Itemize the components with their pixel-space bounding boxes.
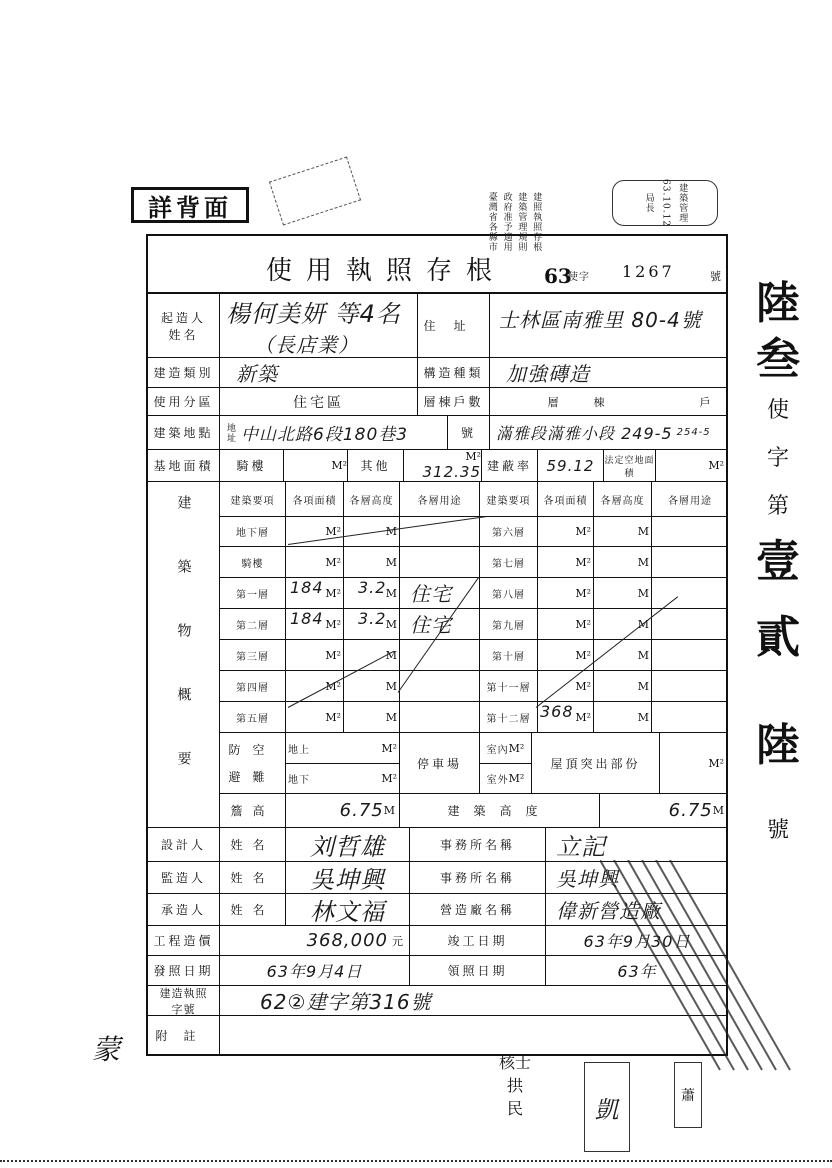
zone-row [148,388,726,416]
floor-height-unit: M [637,586,649,600]
floor2-area: 184 [290,609,324,628]
floor-use [400,671,480,701]
shelter-label-1: 防空 [228,743,277,757]
issue-label: 發照日期 [148,956,220,985]
coverage-value: 59.12 [546,456,595,475]
area-other-label: 其他 [348,450,404,481]
owner-label: 起造人姓名 [148,294,220,357]
site-label: 建築地點 [148,416,220,449]
floor-use [652,578,728,608]
floor-name: 騎樓 [220,547,286,577]
eaves-unit: M [383,804,395,817]
permit-no-prefix: 63 [544,264,572,288]
official-seal-stamp [269,156,361,225]
floor-area [286,640,344,670]
floor12-area: 368 [540,702,574,721]
parking-out-unit: M² [508,772,525,785]
floor-height [344,640,400,670]
zone-value: 住宅區 [293,394,344,411]
floor-area [286,702,344,732]
header-stamp-line: 63.10.12 [660,178,671,228]
category-value: 新築 [236,362,278,386]
permit-no-char: 使字 [568,272,590,283]
designer-name-cell [286,828,410,861]
site-lot-value-2: 254-5 [676,427,711,438]
site-lot-value: 滿雅段滿雅小段 249-5 [496,424,673,443]
floor-use [400,516,480,546]
shelter-values [286,733,400,793]
area-label: 基地面積 [148,450,220,481]
bottom-stamp-text: 凱 [594,1095,620,1124]
header-line: 臺灣省各縣市 [486,192,497,252]
floor-name: 第四層 [220,671,286,701]
site-row [148,416,726,450]
floor-row-right [480,609,728,640]
floor-height-unit: M [637,555,649,569]
form-title: 使用執照存根 [266,256,507,286]
col-header-area: 各項面積 [538,482,594,516]
category-label: 建造類別 [148,358,220,387]
issue-value: 63年9月4日 [266,962,363,981]
supervisor-name-cell [286,862,410,893]
roof-unit: M² [708,756,724,770]
floor-area-unit: M² [575,555,591,569]
supervisor-name-label: 姓名 [220,862,286,893]
site-value-cell [220,416,448,449]
bottom-border-line [0,1160,832,1162]
floor-use [652,516,728,546]
floor-height-unit: M [637,524,649,538]
floor-row-left [220,547,480,578]
owner-value-2: （長店業） [254,332,359,357]
right-margin-small-2: 字 [766,446,789,471]
floor-use [400,547,480,577]
col-header-height: 各層高度 [594,482,652,516]
zone-value-cell [220,388,418,415]
floor-area [286,516,344,546]
supervisor-office: 吳坤興 [556,867,619,891]
floor-area [538,671,594,701]
floor-height-unit: M [385,679,397,693]
owner-row [148,294,726,358]
designer-label: 設計人 [148,828,220,861]
bldg-height-value-cell [600,793,728,828]
designer-name: 刘哲雄 [310,833,385,861]
floor-height-unit: M [637,679,649,693]
area-arcade-label: 騎樓 [220,450,284,481]
floor-name: 第十一層 [480,671,538,701]
structure-value-cell [490,358,728,387]
receive-value: 63年 [617,962,657,981]
floor-height-unit: M [637,648,649,662]
area-other-value-cell [404,450,482,481]
parking-in-row [480,733,531,764]
floor-height-unit: M [385,710,397,724]
floor-area [538,516,594,546]
floor-area-unit: M² [325,524,341,538]
floor-height [594,702,652,732]
floor-area-unit: M² [325,555,341,569]
diagonal-stamp-overlay [600,860,800,1080]
designer-office-label: 事務所名稱 [410,828,546,861]
bottom-stamp-text: 蕭 [681,1088,695,1104]
eaves-row [220,793,728,828]
floor-area-unit: M² [575,586,591,600]
parking-label: 停車場 [400,733,480,793]
right-margin-big-2: 叁 [756,334,800,385]
open-space-value [656,450,728,481]
address-value: 士林區南雅里 80-4號 [498,308,702,332]
cost-value: 368,000 [306,930,388,951]
floor-row-left [220,671,480,702]
floor-area-unit: M² [575,710,591,724]
shelter-below: 地下 [288,775,310,786]
floor-area-unit: M² [575,617,591,631]
floor-row-left [220,516,480,547]
bottom-stamp-text: 核士 [498,1053,531,1072]
supervisor-office-label: 事務所名稱 [410,862,546,893]
floor-height-unit: M [385,617,397,631]
open-space-label: 法定空地面積 [604,450,656,481]
floor-area [538,547,594,577]
header-stamp-line: 局長 [643,193,654,213]
floor-height-unit: M [637,710,649,724]
parking-out: 室外 [486,775,509,786]
open-space-unit: M² [708,459,724,472]
floor-use [400,702,480,732]
structure-value: 加強磚造 [506,362,590,386]
area-arcade-value [284,450,348,481]
floor-height-unit: M [385,524,397,538]
right-margin-big-5: 陸 [756,720,800,771]
floor-row-left [220,640,480,671]
floor-use [652,702,728,732]
site-value: 中山北路6段180巷3 [241,425,409,445]
floor-area-unit: M² [575,648,591,662]
site-prefix: 地址 [225,422,235,443]
floor-area-unit: M² [325,617,341,631]
floor-use [652,547,728,577]
floor2-height: 3.2 [358,609,387,628]
col-header-item: 建築要項 [480,482,538,516]
shelter-above-row [286,733,399,764]
floor-area-unit: M² [325,648,341,662]
structure-label: 構造種類 [418,358,490,387]
floor-height [594,516,652,546]
floors-value-cell [490,388,728,415]
bldg-height-value: 6.75 [668,800,713,821]
floors-unit-building: 棟 [593,395,605,409]
col-header-use: 各層用途 [668,495,712,507]
designer-office-cell [546,828,728,861]
col-header-area: 各項面積 [286,482,344,516]
parking-out-row [480,764,531,793]
roof-label: 屋頂突出部份 [532,733,660,793]
floor-name: 第八層 [480,578,538,608]
category-value-cell [220,358,418,387]
right-margin-small-1: 使 [766,398,789,423]
shelter-label-cell [220,733,286,793]
floor-area [286,547,344,577]
floor-name: 第五層 [220,702,286,732]
area-other-unit: M² [465,450,481,463]
bottom-stamp-text: 拱 [506,1076,523,1095]
floor-height-unit: M [385,648,397,662]
floor-height [344,547,400,577]
contractor-firm-label: 營造廠名稱 [410,894,546,925]
owner-value: 楊何美妍 等4名 [226,299,401,328]
floor-name: 第九層 [480,609,538,639]
bottom-stamp-1 [498,1050,532,1119]
bottom-stamp-2 [584,1062,630,1152]
left-col-headers [220,482,480,517]
supervisor-name: 吳坤興 [310,866,385,894]
detail-back-stamp: 詳背面 [131,187,249,223]
left-margin-char: 蒙 [92,1033,121,1066]
floor-name: 第十層 [480,640,538,670]
contractor-name-label: 姓名 [220,894,286,925]
right-col-headers [480,482,728,517]
floor-height [344,516,400,546]
floor-name: 第十二層 [480,702,538,732]
area-row [148,450,726,482]
coverage-label: 建蔽率 [482,450,538,481]
shelter-above-unit: M² [381,741,397,755]
designer-name-label: 姓名 [220,828,286,861]
floor-row-left [220,702,480,733]
address-value-cell [490,294,728,357]
floor-name: 第六層 [480,516,538,546]
header-line: 建照執照存根 [531,192,542,252]
floor-area-unit: M² [575,524,591,538]
floor-use [652,640,728,670]
floor-row-right [480,516,728,547]
building-summary-text: 建築物概要 [175,494,192,815]
floor-height-unit: M [385,586,397,600]
floor-use [652,609,728,639]
parking-in: 室內 [486,744,509,756]
floor-height-unit: M [385,555,397,569]
cost-unit: 元 [392,934,403,948]
floor-area [538,640,594,670]
contractor-firm: 偉新營造廠 [556,899,661,923]
parking-in-unit: M² [508,741,525,755]
floor1-area: 184 [290,578,324,597]
right-margin-small-4: 號 [766,818,789,843]
note-label: 附註 [148,1016,220,1054]
floor-area-unit: M² [325,710,341,724]
header-line: 政府准予適用 [501,192,512,252]
bottom-stamp-text: 民 [506,1099,523,1118]
roof-value [660,733,728,793]
right-margin-big-3: 壹 [756,536,800,587]
col-header-height: 各層高度 [344,482,400,516]
owner-value-cell [220,294,418,357]
site-lot-label: 號 [448,416,490,449]
eaves-label: 簷高 [220,793,286,828]
floor-name: 第一層 [220,578,286,608]
floors-label: 層棟戶數 [418,388,490,415]
contractor-name: 林文福 [310,898,385,926]
right-margin-big-1: 陸 [756,278,800,329]
floor-name: 第七層 [480,547,538,577]
completion-label: 竣工日期 [410,926,546,955]
designer-row [148,828,726,862]
header-line: 建築管理規則 [516,192,527,252]
contractor-label: 承造人 [148,894,220,925]
floor-area [286,671,344,701]
category-row [148,358,726,388]
floor-row-right [480,671,728,702]
building-summary-label [148,482,220,827]
header-stamp-line: 建築管理 [677,183,688,223]
shelter-below-unit: M² [381,772,397,785]
floor-row-right [480,578,728,609]
cost-label: 工程造價 [148,926,220,955]
floor1-use: 住宅 [410,582,452,606]
floors-unit-layer: 層 [547,395,559,409]
floor-row-right [480,702,728,733]
floor-height-unit: M [637,617,649,631]
coverage-value-cell [538,450,604,481]
permit-label: 建造執照字號 [148,986,220,1015]
bottom-stamp-3 [674,1062,702,1128]
header-side-stamp [612,180,718,226]
col-header-use: 各層用途 [400,482,480,516]
floor-height [594,547,652,577]
col-header-item: 建築要項 [220,482,286,516]
floor-use [400,640,480,670]
permit-no-suffix: 號 [710,270,721,283]
shelter-row [220,733,728,794]
permit-value: 62②建字第316號 [260,990,432,1014]
floor-name: 第二層 [220,609,286,639]
permit-no: 1267 [622,262,675,281]
floor-name: 地下層 [220,516,286,546]
floor-area-unit: M² [575,679,591,693]
shelter-above: 地上 [288,744,310,756]
eaves-value: 6.75 [339,800,384,821]
parking-values [480,733,532,793]
form-title-row [148,236,726,294]
eaves-value-cell [286,793,400,828]
floor-row-right [480,640,728,671]
floor-name: 第三層 [220,640,286,670]
floor-area-unit: M² [325,679,341,693]
floor-area-unit: M² [325,586,341,600]
site-lot-cell [490,416,728,449]
area-other-value: 312.35 [422,463,481,481]
floor-area [538,609,594,639]
floor-area [538,578,594,608]
completion-value: 63年9月30日 [583,932,691,951]
floors-unit-household: 戶 [699,395,711,409]
issue-value-cell [220,956,410,985]
designer-office: 立記 [556,833,606,861]
supervisor-label: 監造人 [148,862,220,893]
floor-height [344,671,400,701]
shelter-label-2: 避難 [228,770,277,784]
cost-value-cell [220,926,410,955]
address-label: 住址 [418,294,490,357]
area-arcade-unit: M² [331,459,347,472]
floor1-height: 3.2 [358,578,387,597]
floor2-use: 住宅 [410,613,452,637]
building-summary [148,482,726,828]
floor-row-right [480,547,728,578]
floor-height [344,702,400,732]
shelter-below-row [286,764,399,793]
receive-label: 領照日期 [410,956,546,985]
zone-label: 使用分區 [148,388,220,415]
bldg-height-label: 建築高度 [400,793,600,828]
floor-use [652,671,728,701]
floor-height [594,671,652,701]
right-margin-big-4: 貳 [756,612,800,663]
right-margin-small-3: 第 [766,494,789,519]
bldg-height-unit: M [712,804,724,817]
floor-height [594,578,652,608]
contractor-name-cell [286,894,410,925]
